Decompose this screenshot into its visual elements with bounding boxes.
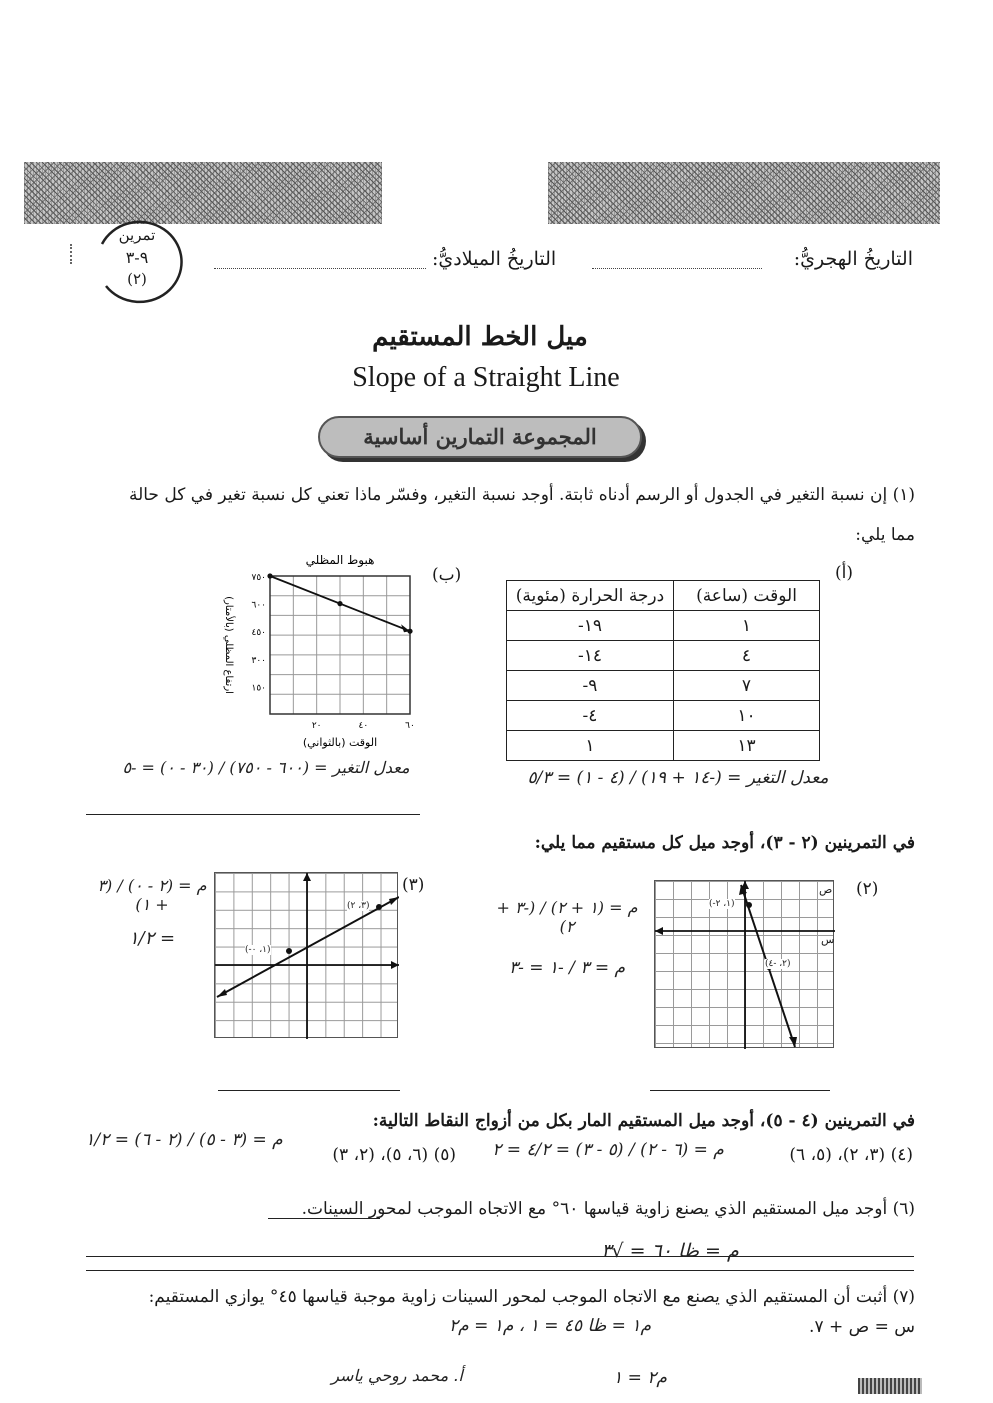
table-row	[507, 671, 820, 701]
q1-part-b-label: (ب)	[432, 565, 462, 585]
q6-text: (٦) أوجد ميل المستقيم الذي يصنع زاوية قياسها ٦٠° مع الاتجاه الموجب لمحور السينات.	[301, 1199, 915, 1219]
page-corner-mark	[858, 1378, 922, 1394]
exercise-badge	[84, 216, 184, 308]
table-cell: ٧	[674, 671, 820, 701]
table-header-cell: درجة الحرارة (مئوية)	[507, 581, 674, 611]
answer-rule-q6	[86, 1270, 914, 1271]
chart-y-tick-label: ٧٥٠	[251, 573, 266, 583]
table-header-row	[507, 581, 820, 611]
chart-x-axis-label: الوقت (بالثواني)	[302, 736, 378, 749]
q2-grid	[654, 880, 834, 1048]
chart-y-tick-label: ٤٥٠	[251, 628, 266, 639]
table-row	[507, 701, 820, 731]
q1-text-line2: مما يلي:	[855, 525, 915, 545]
q6-underline	[268, 1218, 380, 1219]
q3-label: (٣)	[402, 875, 425, 895]
header-band-right	[548, 162, 940, 224]
q5-answer: م = (٣ - ٥) / (٢ - ٦) = ١/٢	[85, 1130, 283, 1150]
exercise-number: ٩-٣	[125, 248, 149, 267]
page-title-arabic: ميل الخط المستقيم	[372, 322, 588, 352]
q6-answer: م = ظا ٦٠ = √٣	[601, 1240, 739, 1262]
table-cell: ٤	[674, 641, 820, 671]
q2-axis-x-label: س	[821, 933, 835, 946]
q2-answer-line1: م = (١ + ٢) / (-٣ + ٢)	[496, 898, 638, 936]
q2-answer-line2: م = ٣ / -١ = -٣	[508, 958, 626, 978]
q7-answer: م١ = ظا ٤٥ = ١ ، م١ = م٢	[449, 1316, 651, 1336]
table-cell: ٩-	[507, 671, 674, 701]
table-cell: ٤-	[507, 701, 674, 731]
q7-text-line1: (٧) أثبت أن المستقيم الذي يصنع مع الاتجاه الموجب لمحور السينات زاوية موجبة قياسها ٤٥° يوازي المستقيم:	[148, 1287, 915, 1307]
parachute-chart	[206, 550, 436, 750]
q2-axis-y-label: ص	[819, 883, 833, 896]
chart-data-point	[337, 601, 342, 606]
table-header-cell: الوقت (ساعة)	[674, 581, 820, 611]
table-cell: ١٠	[674, 701, 820, 731]
q3-point-label: (٣، ٢)	[347, 901, 370, 911]
header-band-left	[24, 162, 382, 224]
chart-x-tick-label: ٢٠	[311, 721, 322, 731]
q2-point-label: (٢، -٤)	[765, 959, 791, 969]
table-row	[507, 611, 820, 641]
table-cell: ١٤-	[507, 641, 674, 671]
chart-y-tick-label: ١٥٠	[251, 683, 266, 694]
page-title-english: Slope of a Straight Line	[352, 362, 620, 393]
q2-point-label: (-١، ٢)	[709, 899, 735, 909]
q3-answer-line1: م = (٢ - ٠) / (٣ + ١)	[97, 876, 207, 914]
table-cell: ١٩-	[507, 611, 674, 641]
q4-answer: م = (٦ - ٢) / (٥ - ٣) = ٤/٢ = ٢	[492, 1140, 724, 1160]
table-row	[507, 641, 820, 671]
temperature-table	[506, 580, 820, 761]
gregorian-date-field[interactable]	[214, 268, 426, 269]
q2-label: (٢)	[856, 879, 879, 899]
exercise-label: تمرين	[118, 226, 156, 244]
chart-y-axis-label: ارتفاع المظلي (بالأمتار)	[223, 596, 234, 694]
exercise-part: (٢)	[127, 270, 147, 288]
answer-rule-q2	[650, 1090, 830, 1091]
q1-answer-b: معدل التغير = (٦٠٠ - ٧٥٠) / (٣٠ - ٠) = -٥	[122, 758, 410, 777]
chart-x-tick-label: ٦٠	[405, 721, 415, 731]
q5-text: (٥) (٦، ٥)، (٢، ٣)	[332, 1145, 456, 1165]
q7-text-line2: س = ص + ٧.	[809, 1317, 915, 1337]
q1-answer-a: معدل التغير = (-١٤ + ١٩) / (٤ - ١) = ٥/٣	[527, 768, 829, 788]
hijri-date-field[interactable]	[592, 268, 762, 269]
margin-mark	[70, 244, 80, 264]
group-banner: المجموعة التمارين أساسية	[318, 416, 642, 458]
table-cell: ١	[674, 611, 820, 641]
table-row	[507, 731, 820, 761]
q3-plot	[215, 873, 399, 1039]
teacher-signature: أ. محمد روحي ياسر	[331, 1366, 463, 1385]
table-cell: ١	[507, 731, 674, 761]
parachute-chart-svg	[206, 550, 436, 750]
chart-y-tick-label: ٦٠٠	[251, 600, 266, 611]
q4-text: (٤) (٣، ٢)، (٥، ٦)	[789, 1145, 913, 1165]
hijri-date-label: التاريخُ الهجريُّ:	[793, 248, 913, 270]
q7-answer2: م٢ = ١	[613, 1368, 667, 1388]
chart-y-tick-label: ٣٠٠	[251, 655, 266, 666]
chart-x-tick-label: ٤٠	[358, 721, 369, 731]
chart-data-point	[267, 573, 272, 578]
table-cell: ١٣	[674, 731, 820, 761]
answer-rule-q3	[218, 1090, 400, 1091]
q1-part-a-label: (أ)	[835, 563, 853, 583]
gregorian-date-label: التاريخُ الميلاديُّ:	[432, 248, 557, 270]
q3-point-label: (-١، ٠)	[245, 945, 271, 955]
section45-instruction: في التمرينين (٤ - ٥)، أوجد ميل المستقيم المار بكل من أزواج النقاط التالية:	[372, 1111, 915, 1131]
q3-answer-line2: = ١/٢	[128, 928, 176, 949]
section23-instruction: في التمرينين (٢ - ٣)، أوجد ميل كل مستقيم مما يلي:	[534, 833, 915, 853]
chart-title: هبوط المظلي	[305, 553, 375, 567]
q3-grid	[214, 872, 398, 1038]
q1-text-line1: (١) إن نسبة التغير في الجدول أو الرسم أدناه ثابتة. أوجد نسبة التغير، وفسّر ماذا تعني كل نسبة تغير في كل حالة	[128, 485, 915, 505]
answer-rule-b	[86, 814, 420, 815]
q2-plot	[655, 881, 835, 1049]
